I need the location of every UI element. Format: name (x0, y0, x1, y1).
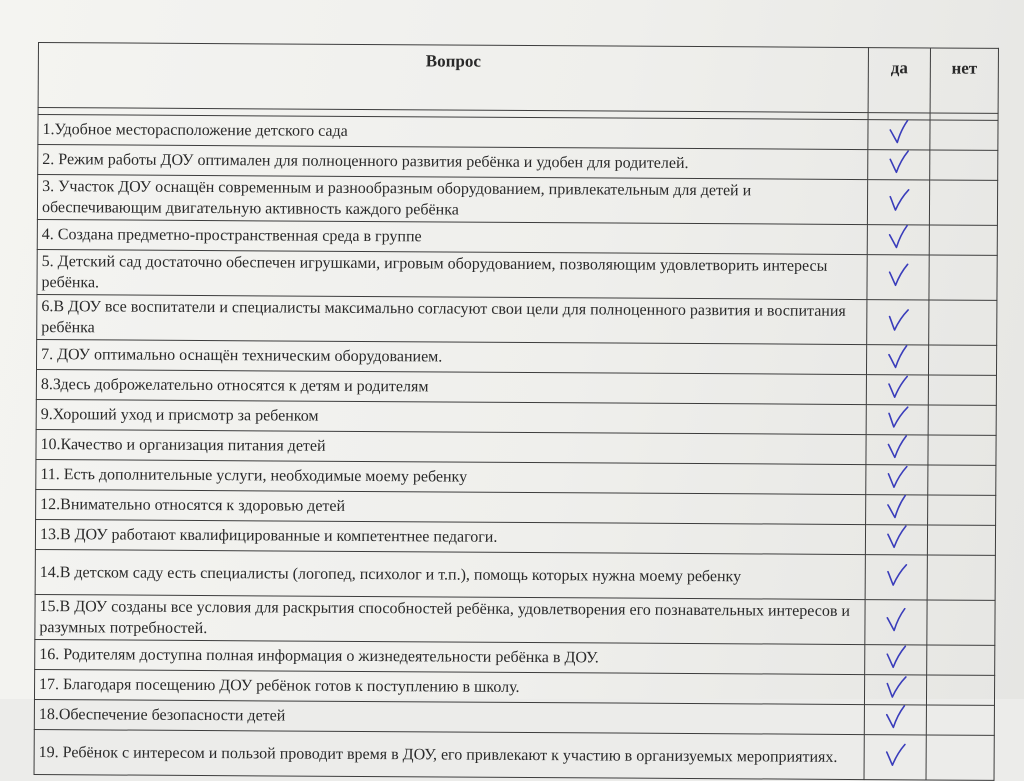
header-row (38, 43, 998, 114)
question-text: 19. Ребёнок с интересом и пользой проводит время в ДОУ, его привлекают к участию в организуемых мероприятиях. (34, 729, 864, 779)
answer-no-cell[interactable] (928, 345, 996, 375)
answer-no-cell[interactable] (928, 375, 996, 405)
header-question: Вопрос (38, 43, 868, 113)
checkmark-icon (885, 675, 907, 699)
checkmark-icon (885, 608, 907, 632)
question-text: 6.В ДОУ все воспитатели и специалисты максимально согласуют свои цели для полноценного развития и воспитания ребёнка (37, 294, 867, 344)
answer-no-cell[interactable] (928, 435, 996, 465)
question-text: 8.Здесь доброжелательно относятся к детям и родителям (36, 369, 866, 404)
checkmark-icon (885, 525, 907, 549)
answer-no-cell[interactable] (927, 600, 995, 645)
question-text: 4. Создана предметно-пространственная среда в группе (37, 219, 867, 254)
answer-yes-cell[interactable] (867, 300, 929, 345)
question-text: 10.Качество и организация питания детей (36, 429, 866, 464)
question-text: 12.Внимательно относятся к здоровью детей (36, 489, 866, 524)
answer-yes-cell[interactable] (864, 705, 926, 735)
checkmark-icon (884, 705, 906, 729)
answer-no-cell[interactable] (928, 405, 996, 435)
answer-yes-cell[interactable] (868, 150, 930, 180)
answer-no-cell[interactable] (928, 495, 996, 525)
question-text: 17. Благодаря посещению ДОУ ребёнок готов к поступлению в школу. (34, 669, 864, 704)
answer-no-cell[interactable] (929, 225, 997, 255)
checkmark-icon (887, 225, 909, 249)
checkmark-icon (887, 188, 909, 212)
answer-yes-cell[interactable] (865, 555, 927, 600)
question-text: 11. Есть дополнительные услуги, необходимые моему ребенку (36, 459, 866, 494)
survey-table (34, 42, 999, 781)
answer-yes-cell[interactable] (866, 435, 928, 465)
question-row (35, 594, 995, 645)
question-row (34, 729, 994, 780)
checkmark-icon (888, 150, 910, 174)
answer-no-cell[interactable] (930, 120, 998, 150)
answer-no-cell[interactable] (927, 555, 995, 600)
checkmark-icon (886, 465, 908, 489)
question-text: 16. Родителям доступна полная информация о жизнедеятельности ребёнка в ДОУ. (35, 639, 865, 674)
checkmark-icon (888, 120, 910, 144)
answer-yes-cell[interactable] (865, 525, 927, 555)
answer-no-cell[interactable] (929, 180, 997, 225)
question-text: 3. Участок ДОУ оснащён современным и разнообразным оборудованием, привлекательным для детей и обеспечивающим двигательную активность каждого ребёнка (37, 175, 867, 225)
question-text: 13.В ДОУ работают квалифицированные и компетентнее педагоги. (35, 519, 865, 554)
checkmark-icon (886, 405, 908, 429)
question-text: 9.Хороший уход и присмотр за ребенком (36, 399, 866, 434)
checkmark-icon (887, 263, 909, 287)
answer-no-cell[interactable] (926, 705, 994, 735)
answer-yes-cell[interactable] (865, 600, 927, 645)
question-row (37, 175, 997, 226)
header-yes: да (868, 48, 930, 113)
checkmark-icon (887, 308, 909, 332)
checkmark-icon (885, 563, 907, 587)
answer-yes-cell[interactable] (866, 465, 928, 495)
question-row (37, 294, 997, 345)
checkmark-icon (887, 345, 909, 369)
answer-yes-cell[interactable] (867, 180, 929, 225)
question-text: 7. ДОУ оптимально оснащён техническим оборудованием. (36, 339, 866, 374)
answer-yes-cell[interactable] (866, 495, 928, 525)
checkmark-icon (886, 435, 908, 459)
answer-no-cell[interactable] (927, 645, 995, 675)
answer-no-cell[interactable] (929, 255, 997, 300)
answer-no-cell[interactable] (928, 465, 996, 495)
answer-yes-cell[interactable] (867, 255, 929, 300)
answer-yes-cell[interactable] (864, 675, 926, 705)
question-text: 14.В детском саду есть специалисты (логопед, психолог и т.п.), помощь которых нужна моему ребенку (35, 549, 865, 599)
answer-yes-cell[interactable] (866, 345, 928, 375)
checkmark-icon (885, 645, 907, 669)
answer-yes-cell[interactable] (864, 735, 926, 780)
header-no: нет (930, 48, 998, 113)
answer-yes-cell[interactable] (866, 375, 928, 405)
question-text: 2. Режим работы ДОУ оптимален для полноценного развития ребёнка и удобен для родителей. (38, 145, 868, 180)
answer-yes-cell[interactable] (865, 645, 927, 675)
answer-yes-cell[interactable] (866, 405, 928, 435)
answer-no-cell[interactable] (927, 525, 995, 555)
checkmark-icon (886, 375, 908, 399)
question-text: 18.Обеспечение безопасности детей (34, 699, 864, 734)
checkmark-icon (884, 743, 906, 767)
answer-yes-cell[interactable] (867, 225, 929, 255)
question-text: 5. Детский сад достаточно обеспечен игрушками, игровым оборудованием, позволяющим удовлетворить интересы ребёнка. (37, 249, 867, 299)
answer-no-cell[interactable] (929, 300, 997, 345)
answer-no-cell[interactable] (926, 735, 994, 780)
checkmark-icon (886, 495, 908, 519)
question-row (35, 549, 995, 600)
answer-no-cell[interactable] (930, 150, 998, 180)
answer-yes-cell[interactable] (868, 120, 930, 150)
answer-no-cell[interactable] (926, 675, 994, 705)
question-text: 1.Удобное месторасположение детского сада (38, 115, 868, 150)
question-row (37, 249, 997, 300)
question-text: 15.В ДОУ созданы все условия для раскрытия способностей ребёнка, удовлетворения его познавательных интересов и разумных потребностей. (35, 594, 865, 644)
